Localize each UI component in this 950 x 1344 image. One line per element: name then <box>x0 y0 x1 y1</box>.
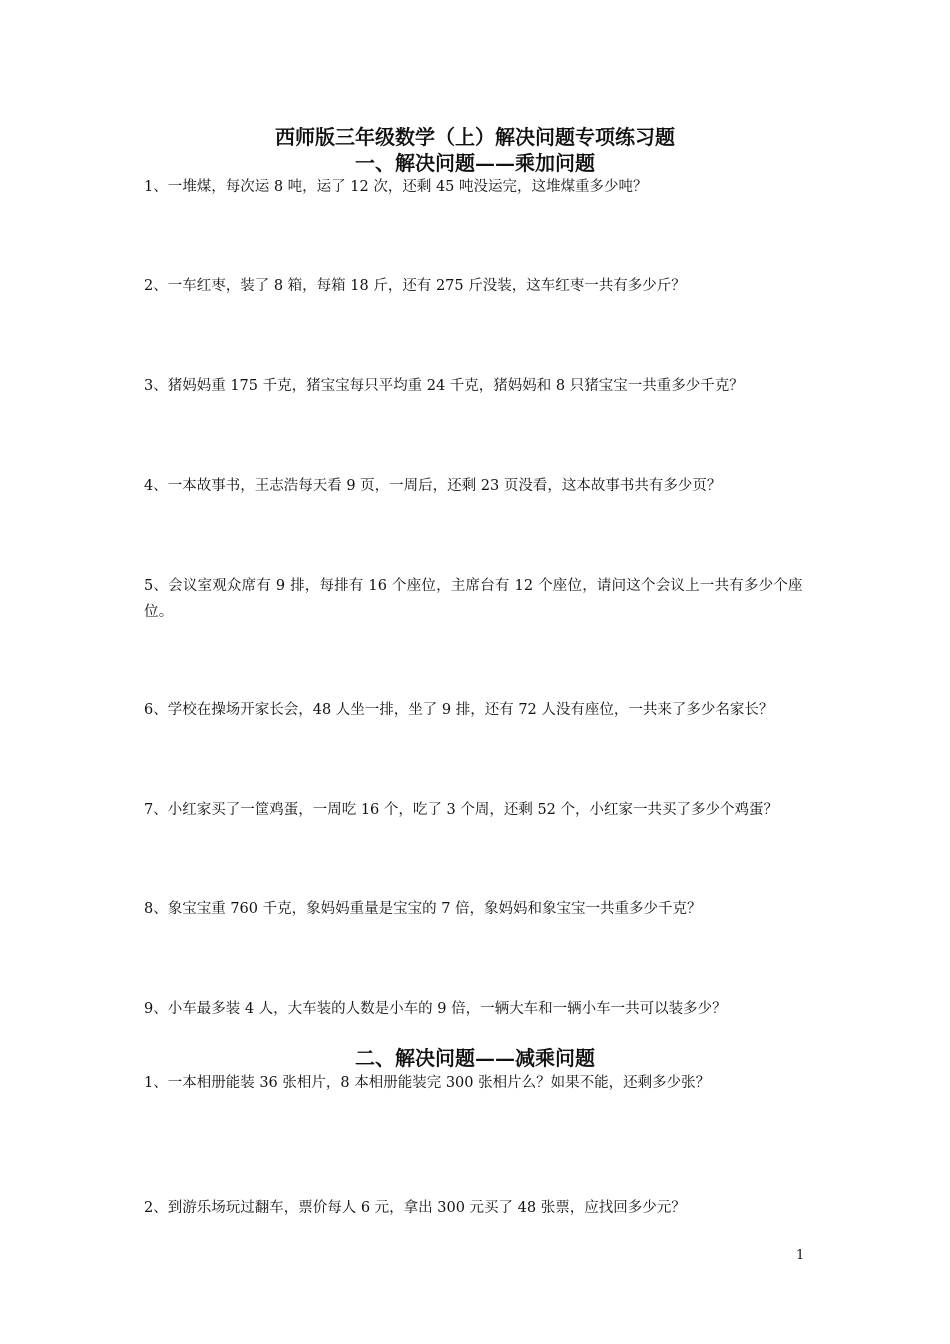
page-number: 1 <box>796 1248 805 1263</box>
question-2-1: 1、一本相册能装 36 张相片，8 本相册能装完 300 张相片么？如果不能，还剩多少张？ <box>144 1075 711 1091</box>
question-1-9: 9、小车最多装 4 人，大车装的人数是小车的 9 倍，一辆大车和一辆小车一共可以装多少？ <box>144 1001 727 1017</box>
section-2-heading: 二、解决问题——减乘问题 <box>355 1046 595 1070</box>
question-1-8: 8、象宝宝重 760 千克，象妈妈重量是宝宝的 7 倍，象妈妈和象宝宝一共重多少千克？ <box>144 901 702 917</box>
question-1-2: 2、一车红枣，装了 8 箱，每箱 18 斤，还有 275 斤没装，这车红枣一共有多少斤？ <box>144 278 686 294</box>
question-1-6: 6、学校在操场开家长会，48 人坐一排，坐了 9 排，还有 72 人没有座位，一共来了多少名家长？ <box>144 702 774 718</box>
question-1-3: 3、猪妈妈重 175 千克，猪宝宝每只平均重 24 千克，猪妈妈和 8 只猪宝宝一共重多少千克？ <box>144 378 744 394</box>
document-title: 西师版三年级数学（上）解决问题专项练习题 <box>275 125 675 149</box>
section-1-heading: 一、解决问题——乘加问题 <box>355 151 595 175</box>
question-1-5: 5、会议室观众席有 9 排，每排有 16 个座位，主席台有 12 个座位，请问这个会议上一共有多少个座位。 <box>144 578 803 620</box>
question-1-4: 4、一本故事书，王志浩每天看 9 页，一周后，还剩 23 页没看，这本故事书共有多少页？ <box>144 478 722 494</box>
question-1-7: 7、小红家买了一筐鸡蛋，一周吃 16 个，吃了 3 个周，还剩 52 个，小红家一共买了多少个鸡蛋？ <box>144 802 779 818</box>
question-1-1: 1、一堆煤，每次运 8 吨，运了 12 次，还剩 45 吨没运完，这堆煤重多少吨？ <box>144 179 648 195</box>
question-2-2: 2、到游乐场玩过翻车，票价每人 6 元，拿出 300 元买了 48 张票，应找回多少元？ <box>144 1200 686 1216</box>
